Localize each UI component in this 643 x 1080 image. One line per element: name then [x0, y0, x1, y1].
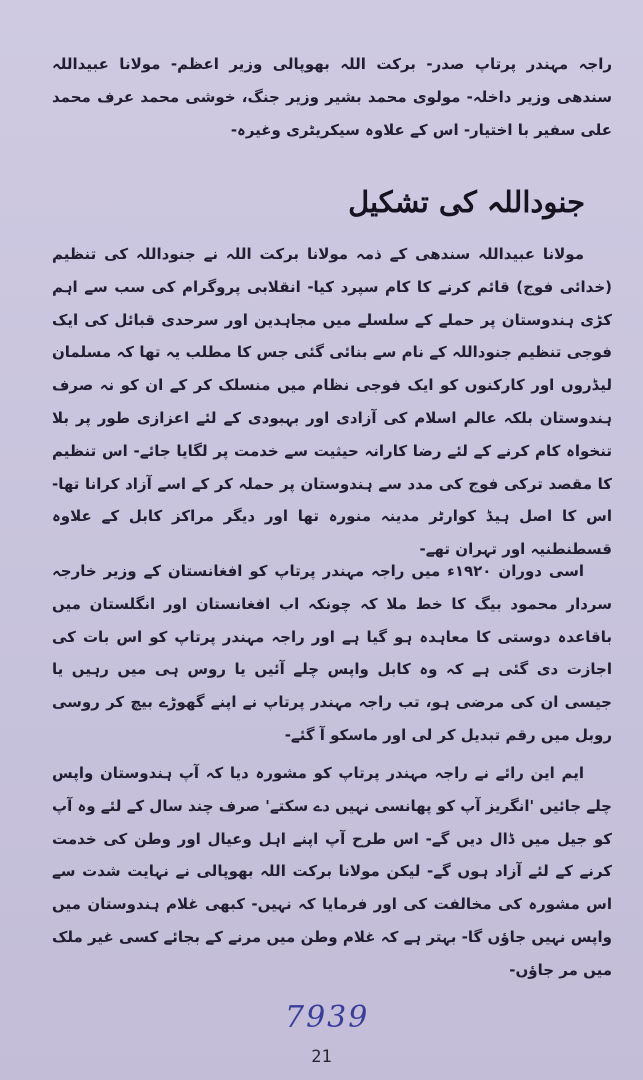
paragraph-2	[52, 555, 612, 752]
handwritten-note: 7939	[285, 1000, 370, 1035]
top-paragraph-text: راجہ مہندر پرتاپ صدر- برکت اللہ بھوپالی وزیر اعظم- مولانا عبیداللہ سندھی وزیر داخلہ- مولوی محمد بشیر وزیر جنگ، خوشی محمد عرف محمد علی سفیر با اختیار- اس کے علاوہ سیکریٹری وغیرہ-	[52, 55, 612, 139]
page-number: 21	[311, 1047, 332, 1067]
paragraph-3-text: ایم این رائے نے راجہ مہندر پرتاپ کو مشورہ دیا کہ آپ ہندوستان واپس چلے جائیں 'انگریز آپ کو پھانسی نہیں دے سکتے' صرف چند سال کے لئے وہ آپ کو جیل میں ڈال دیں گے- اس طرح آپ اپنے اہل وعیال اور وطن کی خدمت کرنے کے لئے آزاد ہوں گے- لیکن مولانا برکت اللہ بھوپالی نے نہایت شدت سے اس مشورہ کی مخالفت کی اور فرمایا کہ نہیں- کبھی غلام ہندوستان میں واپس نہیں جاؤں گا- بہتر ہے کہ غلام وطن میں مرنے کے بجائے کسی غیر ملک میں مر جاؤں-	[52, 764, 612, 979]
paragraph-1-text: مولانا عبیداللہ سندھی کے ذمہ مولانا برکت اللہ نے جنوداللہ کی تنظیم (خدائی فوج) قائم کرنے کا کام سپرد کیا- انقلابی پروگرام کی سب سے اہم کڑی ہندوستان پر حملے کے سلسلے میں مجاہدین اور سرحدی قبائل کی ایک فوجی تنظیم جنوداللہ کے نام سے بنائی گئی جس کا مطلب یہ تھا کہ مسلمان لیڈروں اور کارکنوں کو ایک فوجی نظام میں منسلک کر کے ان کو نہ صرف ہندوستان بلکہ عالم اسلام کی آزادی اور بہبودی کے لئے اعزازی طور پر بلا تنخواہ کام کرنے کے لئے رضا کارانہ حیثیت سے خدمت پر لگایا جائے- اس تنظیم کا مقصد ترکی فوج کی مدد سے ہندوستان پر حملہ کر کے اسے آزاد کرانا تھا- اس کا اصل ہیڈ کوارٹر مدینہ منورہ تھا اور دیگر مراکز کابل کے علاوہ قسطنطنیہ اور تہران تھے-	[52, 245, 612, 559]
top-paragraph	[52, 48, 612, 146]
paragraph-1	[52, 238, 612, 566]
paragraph-3	[52, 757, 612, 987]
paragraph-2-text: اسی دوران ۱۹۲۰ء میں راجہ مہندر پرتاپ کو افغانستان کے وزیر خارجہ سردار محمود بیگ کا خط ملا کہ چونکہ اب افغانستان اور انگلستان میں باقاعدہ دوستی کا معاہدہ ہو گیا ہے اور راجہ مہندر پرتاپ کو اس بات کی اجازت دی گئی ہے کہ وہ کابل واپس چلے آئیں یا روس ہی میں رہیں یا جیسی ان کی مرضی ہو، تب راجہ مہندر پرتاپ نے اپنے گھوڑے بیچ کر روسی روبل میں رقم تبدیل کر لی اور ماسکو آ گئے-	[52, 562, 612, 744]
section-heading: جنوداللہ کی تشکیل	[348, 185, 585, 219]
